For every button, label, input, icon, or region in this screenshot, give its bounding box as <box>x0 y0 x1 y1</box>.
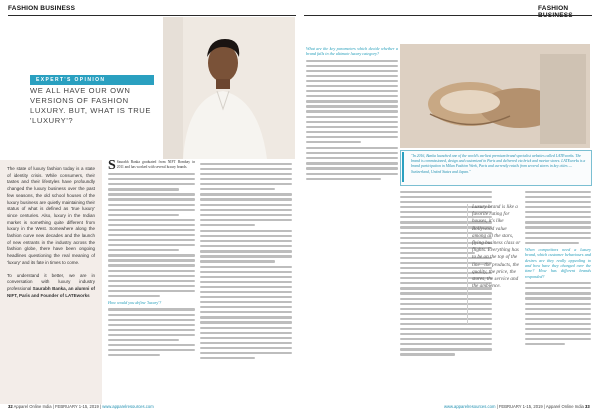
question-3: When competitors need a luxury brand, which customer behaviours and desires are they really appealing to and how have they changed over the time? How has different brands responded? <box>525 246 591 279</box>
quote-accent-bar <box>402 152 404 182</box>
body-column-1: S Saurabh Banka graduated from NIFT Bombay in 2011 and has worked with several luxury brands. How would you define 'luxury'? <box>108 160 195 400</box>
pull-quote-divider <box>467 204 468 324</box>
intro-paragraph-2: To understand it better, we are in conversation with luxury industry professional Saurabh Banka, an alumni of NIFT, Paris and Founder of LATEworks <box>7 272 96 298</box>
intro-paragraph: The state of luxury fashion today is a state of identity crisis. While consumers, their tastes and their lifestyles have profoundly changed the luxury business over the past few seasons, the old school houses of the luxury business are quietly maintaining their status of what is defined as 'true luxury' since centuries. Also, luxury in the Indian market is something quite different from luxury in the West. Somewhere along the fashion curve new decades and the launch of new entrants in the industry across the fashion globe, there have been ongoing headlines questioning the real meaning of 'luxury' and its fate in times to come. <box>7 166 95 265</box>
figure-quote: "In 2016, Banka launched one of the world's earliest premium brand specialist websites called LATEworks. The brand is commissioned, design and customized in Paris and delivered via brick and mortar stores. LATEworks is a brand participation in Milan Fashion Week, Paris and currently retails from several stores in key cities — Switzerland, United States and Japan." <box>411 154 586 174</box>
experts-opinion-banner: EXPERT'S OPINION <box>30 75 154 85</box>
footer-url-right[interactable]: www.apparelresources.com <box>444 404 496 409</box>
body-column-3 <box>306 46 398 398</box>
intro-sidebar <box>0 160 102 404</box>
header-rule-right <box>304 15 592 16</box>
body-text-block <box>108 173 195 297</box>
footer-left: 32 Apparel Online India | FEBRUARY 1-15, 2019 | www.apparelresources.com <box>8 404 154 409</box>
question-2: What are the key parameters which decide whether a brand falls in the ultimate luxury category? <box>306 46 398 57</box>
section-header-right: FASHION <box>538 5 569 12</box>
drop-cap: S <box>108 160 116 173</box>
figure-quote-box <box>400 150 592 186</box>
pull-quote: Luxury brand is like a favorite rating for houses, it's like Bollywood value among all the stars, flying business class or flights. Everything has to be on the top of the line—the products, the quality, the price, the stores, the service and the ambience. <box>472 204 521 290</box>
interviewee-name: Saurabh Banka, an alumni of NIFT, Paris and Founder of LATEworks <box>7 285 96 298</box>
body-column-2 <box>200 160 292 400</box>
shoes-photo <box>400 44 590 148</box>
section-header-left: FASHION BUSINESS <box>8 5 76 12</box>
body-column-5 <box>525 188 591 400</box>
header-rule-left <box>8 15 296 16</box>
page-number-right: 33 <box>585 404 590 409</box>
article-headline: WE ALL HAVE OUR OWN VERSIONS OF FASHION LUXURY. BUT, WHAT IS TRUE 'LUXURY'? <box>30 86 152 125</box>
portrait-photo <box>163 17 295 159</box>
footer-url-left[interactable]: www.apparelresources.com <box>102 404 154 409</box>
question-1: How would you define 'luxury'? <box>108 300 162 306</box>
page-number-left: 32 <box>8 404 13 409</box>
footer-right: www.apparelresources.com | FEBRUARY 1-15, 2019 | Apparel Online India 33 <box>444 404 590 409</box>
